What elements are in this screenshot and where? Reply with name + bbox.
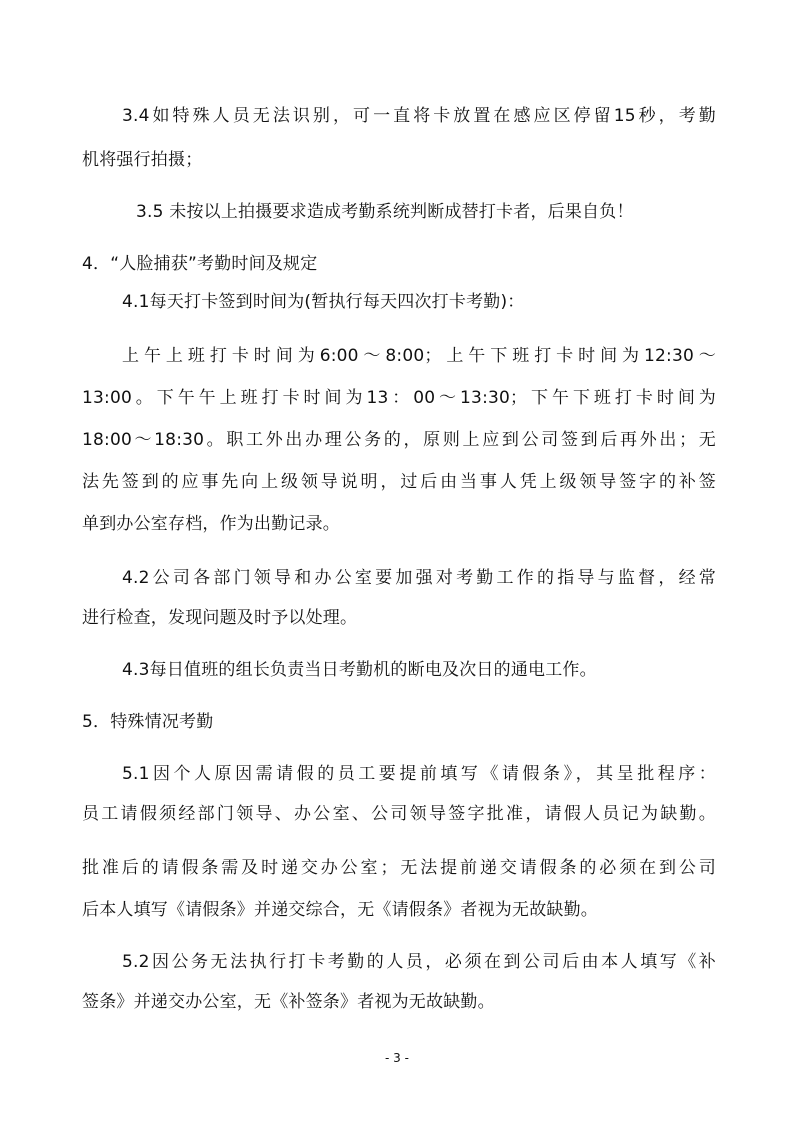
paragraph-line: 单到办公室存档，作为出勤记录。 xyxy=(82,514,340,534)
paragraph-line: 上午上班打卡时间为6:00～8:00；上午下班打卡时间为12:30～ xyxy=(122,346,716,366)
paragraph-line: 18:00～18:30。职工外出办理公务的，原则上应到公司签到后再外出；无 xyxy=(82,430,716,450)
page-number: - 3 - xyxy=(385,1051,409,1065)
paragraph-line: 法先签到的应事先向上级领导说明，过后由当事人凭上级领导签字的补签 xyxy=(82,472,716,492)
section-heading: 5．特殊情况考勤 xyxy=(82,712,214,732)
paragraph-line: 签条》并递交办公室，无《补签条》者视为无故缺勤。 xyxy=(82,992,495,1012)
paragraph-line: 进行检查，发现问题及时予以处理。 xyxy=(82,608,358,628)
paragraph-line: 员工请假须经部门领导、办公室、公司领导签字批准，请假人员记为缺勤。 xyxy=(82,804,716,824)
paragraph-line: 后本人填写《请假条》并递交综合，无《请假条》者视为无故缺勤。 xyxy=(82,900,598,920)
paragraph-line: 4.1每天打卡签到时间为(暂执行每天四次打卡考勤)： xyxy=(122,292,525,312)
paragraph-line: 5.1因个人原因需请假的员工要提前填写《请假条》，其呈批程序： xyxy=(122,764,716,784)
paragraph-line: 3.5 未按以上拍摄要求造成考勤系统判断成替打卡者，后果自负！ xyxy=(136,202,634,222)
paragraph-line: 批准后的请假条需及时递交办公室；无法提前递交请假条的必须在到公司 xyxy=(82,858,716,878)
paragraph-line: 4.3每日值班的组长负责当日考勤机的断电及次日的通电工作。 xyxy=(122,660,597,680)
section-heading: 4．“人脸捕获”考勤时间及规定 xyxy=(82,254,318,274)
paragraph-line: 13:00。下午午上班打卡时间为13：00～13:30；下午下班打卡时间为 xyxy=(82,388,716,408)
paragraph-line: 4.2公司各部门领导和办公室要加强对考勤工作的指导与监督，经常 xyxy=(122,568,716,588)
paragraph-line: 5.2因公务无法执行打卡考勤的人员，必须在到公司后由本人填写《补 xyxy=(122,952,716,972)
paragraph-line: 机将强行拍摄； xyxy=(82,150,203,170)
paragraph-line: 3.4如特殊人员无法识别，可一直将卡放置在感应区停留15秒，考勤 xyxy=(122,106,716,126)
